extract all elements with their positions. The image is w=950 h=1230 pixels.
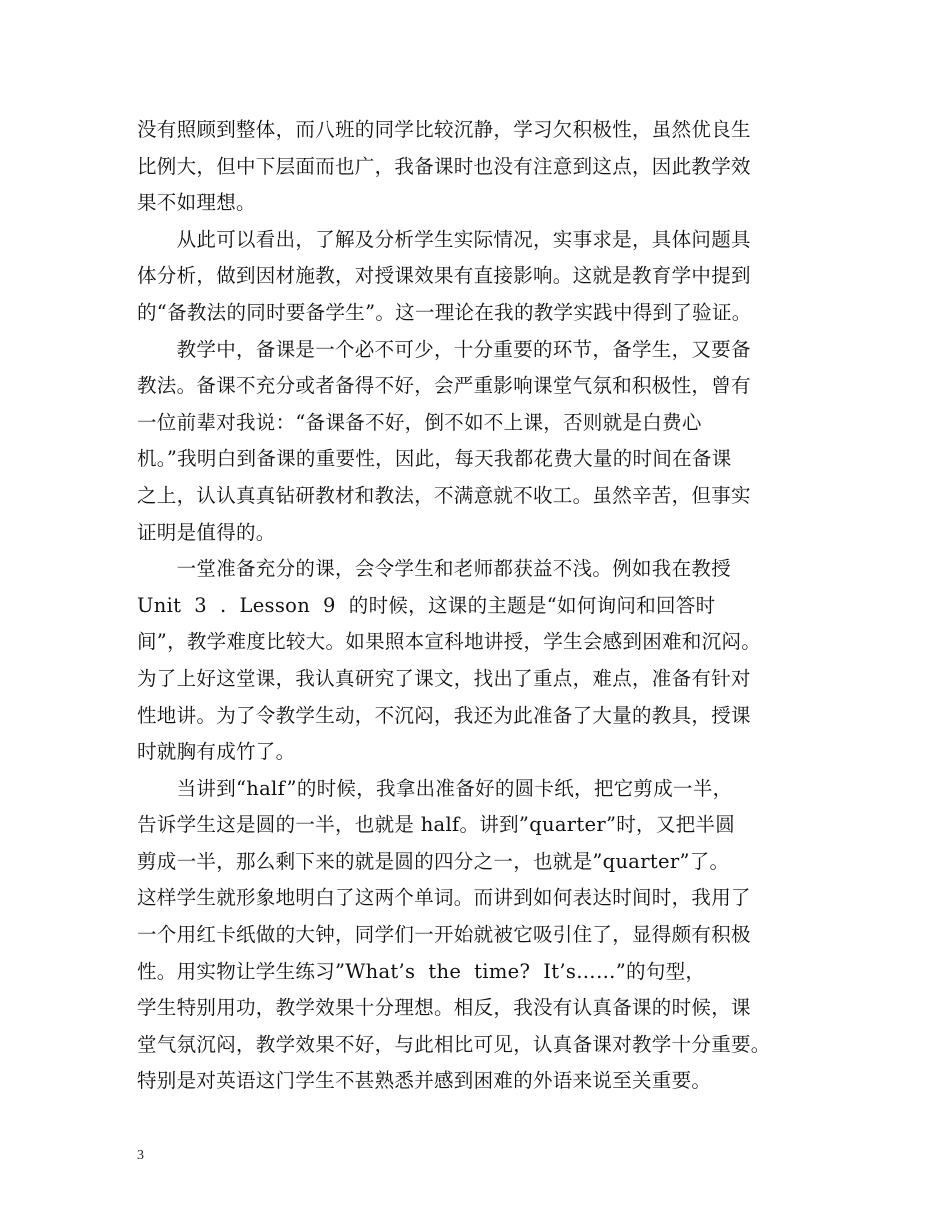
- text-line: 证明是值得的。: [137, 520, 276, 544]
- text-line: 这样学生就形象地明白了这两个单词。而讲到如何表达时间时，我用了: [137, 886, 751, 910]
- text-line: 机。”我明白到备课的重要性，因此，每天我都花费大量的时间在备课: [137, 447, 732, 471]
- text-line: 体分析，做到因材施教，对授课效果有直接影响。这就是教育学中提到: [137, 264, 751, 288]
- text-line: 学生特别用功，教学效果十分理想。相反，我没有认真备课的时候，课: [137, 996, 751, 1020]
- text-line: 一堂准备充分的课，会令学生和老师都获益不浅。例如我在教授: [137, 557, 732, 581]
- text-line: Unit 3 . Lesson 9 的时候，这课的主题是“如何询问和回答时: [137, 593, 716, 617]
- text-line: 教学中，备课是一个必不可少，十分重要的环节，备学生，又要备: [137, 337, 751, 361]
- text-line: 的“备教法的同时要备学生”。这一理论在我的教学实践中得到了验证。: [137, 300, 752, 324]
- text-line: 间”，教学难度比较大。如果照本宣科地讲授，学生会感到困难和沉闷。: [137, 630, 762, 654]
- text-line: 从此可以看出，了解及分析学生实际情况，实事求是，具体问题具: [137, 227, 751, 251]
- text-line: 一位前辈对我说：“备课备不好，倒不如不上课，否则就是白费心: [137, 410, 702, 434]
- body-text: [137, 112, 827, 1100]
- text-line: 剪成一半，那么剩下来的就是圆的四分之一，也就是”quarter”了。: [137, 849, 730, 873]
- text-line: 比例大，但中下层面而也广，我备课时也没有注意到这点，因此教学效: [137, 154, 751, 178]
- text-line: 时就胸有成竹了。: [137, 740, 296, 764]
- text-line: 特别是对英语这门学生不甚熟悉并感到困难的外语来说至关重要。: [137, 1069, 712, 1093]
- text-line: 没有照顾到整体，而八班的同学比较沉静，学习欠积极性，虽然优良生: [137, 118, 751, 141]
- text-line: 告诉学生这是圆的一半，也就是 half。讲到”quarter”时，又把半圆: [137, 813, 736, 837]
- text-line: 性。用实物让学生练习”What’s the time? It’s……”的句型，: [137, 959, 706, 983]
- text-line: 一个用红卡纸做的大钟，同学们一开始就被它吸引住了，显得颇有积极: [137, 923, 751, 947]
- text-line: 性地讲。为了令教学生动，不沉闷，我还为此准备了大量的教具，授课: [137, 703, 751, 727]
- text-line: 当讲到“half”的时候，我拿出准备好的圆卡纸，把它剪成一半，: [137, 776, 733, 800]
- text-line: 之上，认认真真钻研教材和教法，不满意就不收工。虽然辛苦，但事实: [137, 483, 751, 507]
- page-number: 3: [137, 1148, 144, 1163]
- text-line: 教法。备课不充分或者备得不好，会严重影响课堂气氛和积极性，曾有: [137, 374, 751, 398]
- text-line: 堂气氛沉闷，教学效果不好，与此相比可见，认真备课对教学十分重要。: [137, 1032, 771, 1056]
- text-line: 为了上好这堂课，我认真研究了课文，找出了重点，难点，准备有针对: [137, 666, 751, 690]
- text-line: 果不如理想。: [137, 191, 256, 215]
